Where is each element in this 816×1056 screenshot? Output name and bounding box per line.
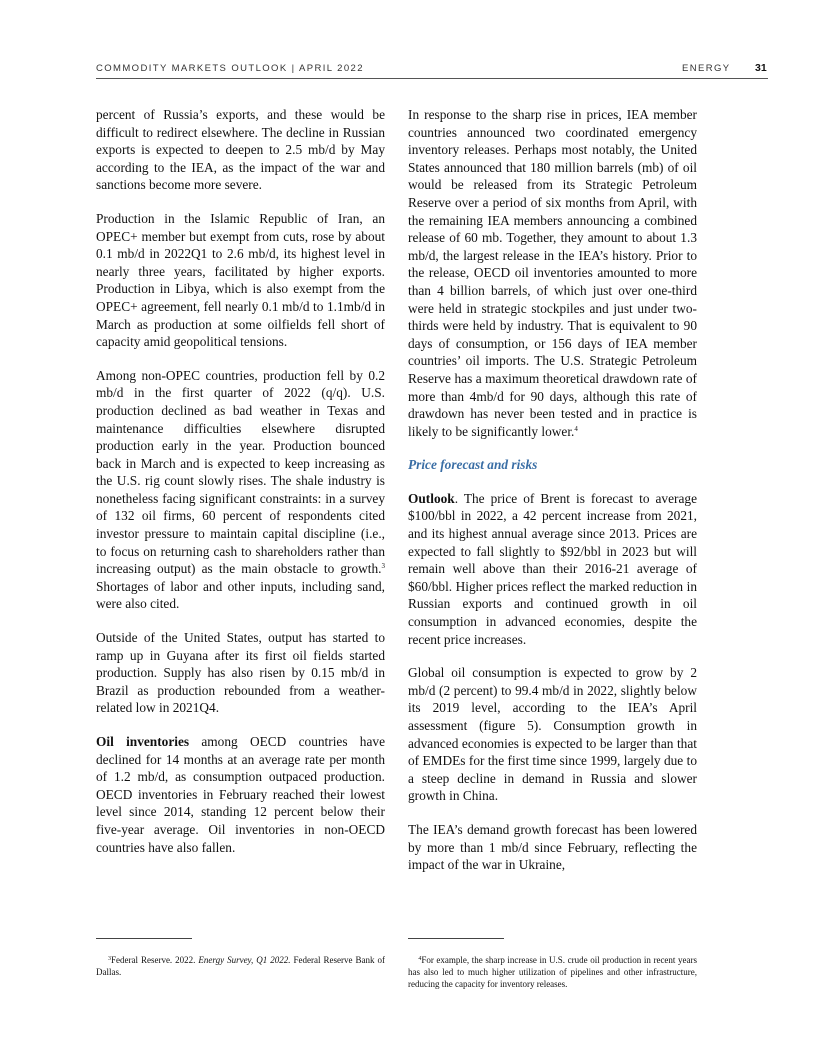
footnote-number: 3 [107, 956, 111, 962]
footnote-rule-right [408, 938, 504, 939]
paragraph-outlook [408, 490, 697, 648]
section-name: ENERGY [682, 63, 731, 74]
paragraph-demand-forecast: The IEA’s demand growth forecast has been lowered by more than 1 mb/d since February, reflecting the impact of the war in Ukraine, [408, 821, 697, 873]
section-subheading: Price forecast and risks [408, 457, 538, 473]
paragraph-text: . The price of Brent is forecast to average $100/bbl in 2022, a 42 percent increase from 2021, and its highest annual average since 2013. Prices are expected to fall slightly to $92/bbl in 2023 but will remain well above than their 2016-21 average of $60/bbl. Higher prices reflect the marked reduction in Russian exports and continued growth in oil consumption in advanced economies, despite the recent price increases. [408, 490, 697, 647]
run-in-heading: Outlook [408, 490, 455, 506]
page-number: 31 [755, 62, 767, 74]
run-in-heading: Oil inventories [96, 734, 190, 749]
footnote-rule-left [96, 938, 192, 939]
footnote-ref-4: 4 [574, 424, 578, 433]
footnote-4 [408, 954, 697, 991]
paragraph-russia-exports: percent of Russia’s exports, and these would be difficult to redirect elsewhere. The decline in Russian exports is expected to deepen to 2.5 mb/d by May according to the IEA, as the impact of the war and sanctions become more severe. [96, 107, 385, 193]
footnote-text: Federal Reserve Bank of Dallas. [96, 955, 385, 978]
running-title: COMMODITY MARKETS OUTLOOK | APRIL 2022 [96, 63, 364, 74]
paragraph-iran-libya: Production in the Islamic Republic of Iran, an OPEC+ member but exempt from cuts, rose by about 0.1 mb/d in 2022Q1 to 2.6 mb/d, its highest level in nearly three years, facilitated by higher exports. Production in Libya, which is also exempt from the OPEC+ agreement, fell nearly 0.1 mb/d to 1.1mb/d in March as production at some oilfields fell short of capacity amid geopolitical tensions. [96, 210, 385, 350]
footnote-ref-3: 3 [381, 562, 385, 571]
footnote-text: Federal Reserve. 2022. [110, 955, 199, 965]
paragraph-outside-us: Outside of the United States, output has started to ramp up in Guyana after its first oil fields started production. Supply has also risen by 0.15 mb/d in Brazil as production rebounded from a weather-related low in 2021Q4. [96, 630, 385, 716]
footnote-title: Energy Survey, Q1 2022. [198, 955, 291, 965]
paragraph-oil-inventories [96, 733, 385, 856]
footnote-3 [96, 954, 385, 978]
paragraph-text: Shortages of labor and other inputs, including sand, were also cited. [96, 578, 385, 612]
paragraph-text: In response to the sharp rise in prices, IEA member countries announced two coordinated emergency inventory releases. Perhaps most notably, the United States announced that 180 million barrels (mb) of oil would be released from its Strategic Petroleum Reserve over a period of six months from April, with the remaining IEA members announcing a combined release of 60 mb. Together, they amount to about 1.3 mb/d, the largest release in the IEA’s history. Prior to the release, OECD oil inventories amounted to more than 4 billion barrels, of which just over one-third were held in strategic stockpiles and just under two-thirds were held by industry. That is equivalent to 90 days of consumption, or 156 days of IEA member countries’ oil imports. The U.S. Strategic Petroleum Reserve has a maximum theoretical drawdown rate of more than 4mb/d for 90 days, although this rate of drawdown has never been tested and in practice is likely to be significantly lower. [408, 107, 697, 439]
left-column [96, 106, 385, 856]
paragraph-non-opec [96, 367, 385, 613]
header-rule [96, 78, 768, 79]
paragraph-iea-releases [408, 106, 697, 440]
footnote-number: 4 [418, 956, 422, 962]
footnote-text: For example, the sharp increase in U.S. crude oil production in recent years has also led to much higher utilization of pipelines and other infrastructure, reducing the capacity for inventory releases. [408, 955, 698, 990]
paragraph-global-consumption: Global oil consumption is expected to grow by 2 mb/d (2 percent) to 99.4 mb/d in 2022, slightly below its 2019 level, according to the IEA’s April assessment (figure 5). Consumption growth in advanced economies is expected to be larger than that of EMDEs for the first time since 1999, largely due to a steep decline in demand in Russia and slower growth in China. [408, 665, 697, 804]
paragraph-text: Among non-OPEC countries, production fell by 0.2 mb/d in the first quarter of 2022 (q/q). U.S. production declined as bad weather in Texas and maintenance difficulties elsewhere disrupted production early in the year. Production bounced back in March and is expected to keep increasing as the U.S. rig count slowly rises. The shale industry is nonetheless facing significant constraints: in a survey of 132 oil firms, 60 percent of respondents cited investor pressure to maintain capital discipline (i.e., to focus on returning cash to shareholders rather than increasing output) as the main obstacle to growth. [96, 367, 385, 577]
paragraph-text: among OECD countries have declined for 14 months at an average rate per month of 1.2 mb/d, as consumption outpaced production. OECD inventories in February reached their lowest level since 2014, standing 12 percent below their five-year average. Oil inventories in non-OECD countries have also fallen. [96, 734, 385, 855]
right-column [408, 106, 697, 874]
